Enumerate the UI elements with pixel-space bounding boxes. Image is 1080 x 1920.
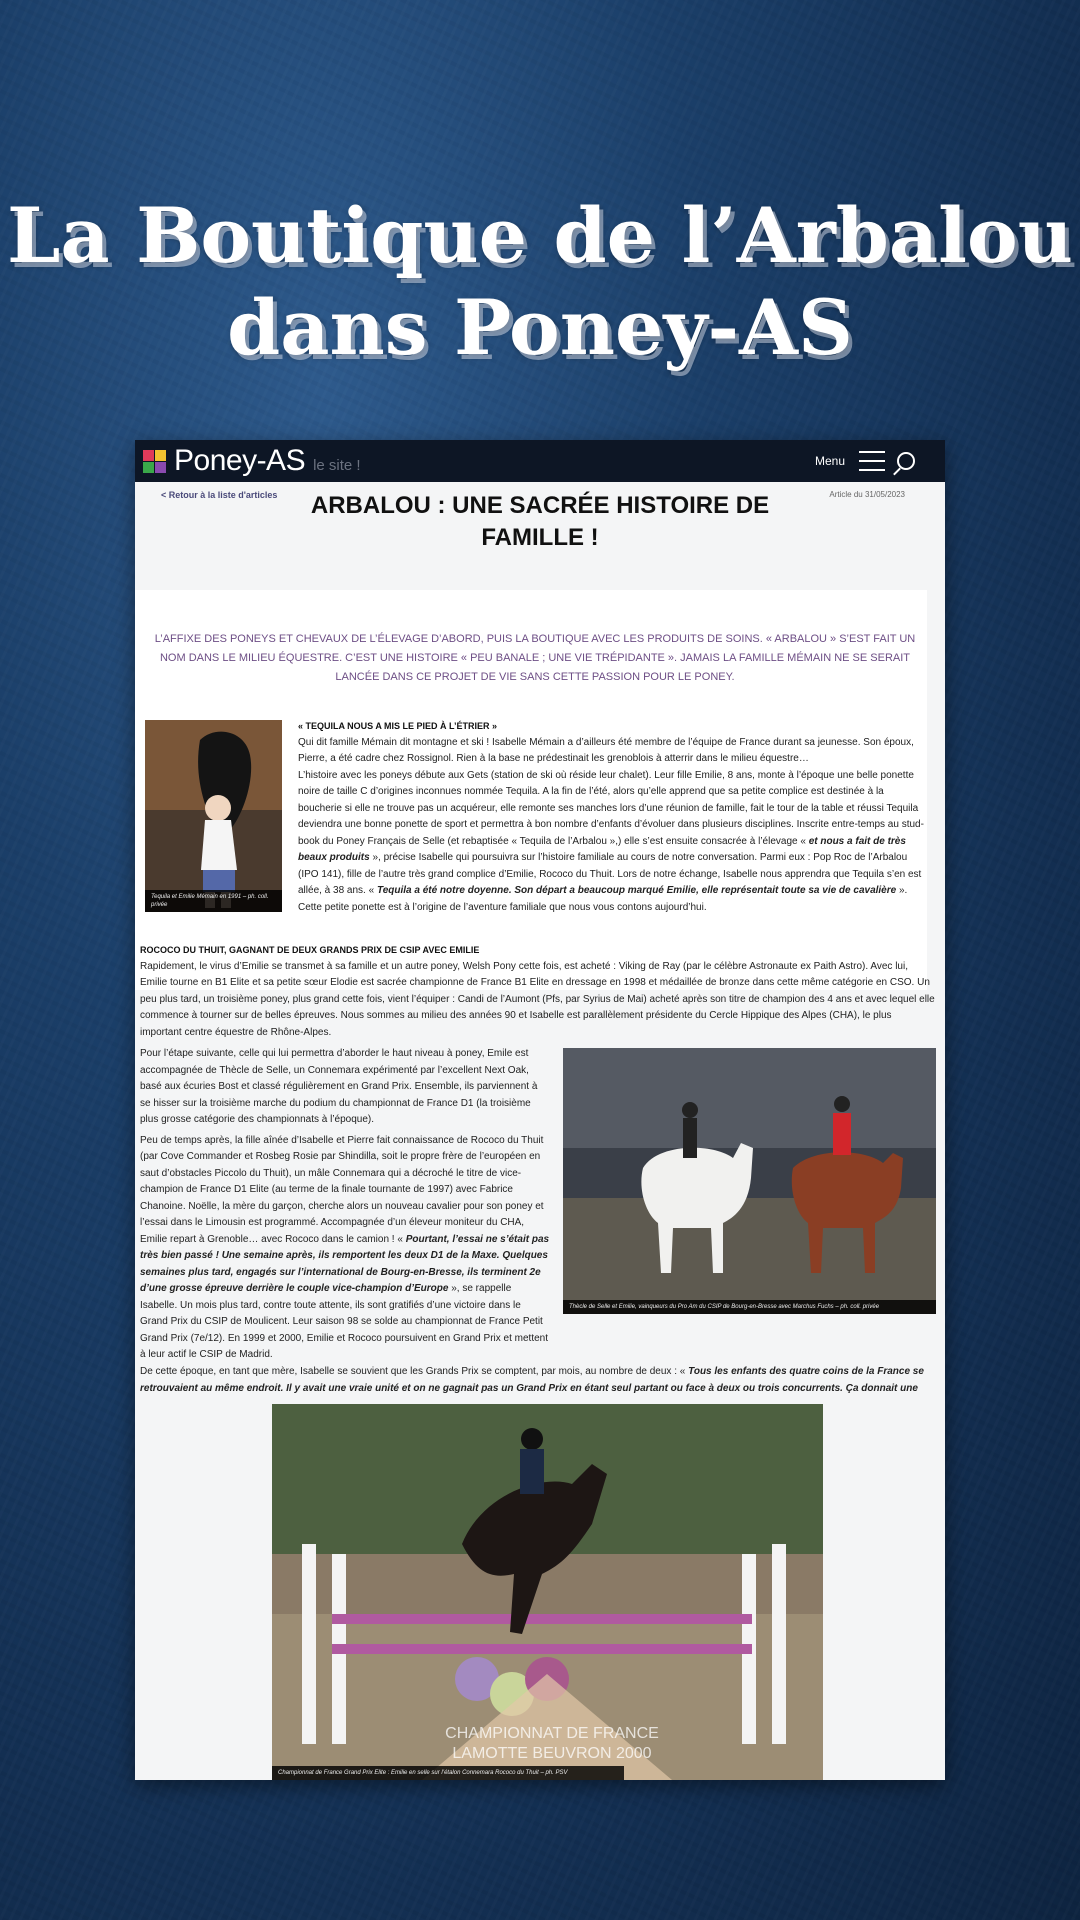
search-icon[interactable] [897,452,915,470]
photo1-caption: Tequila et Emilie Mémain en 1991 – ph. coll. privée [145,890,282,912]
back-to-list-link[interactable]: < Retour à la liste d'articles [161,490,278,500]
photo3-caption: Championnat de France Grand Prix Elite : Emilie en selle sur l’étalon Connemara Rococo du Thuit – ph. PSV [272,1766,624,1780]
section2-column [140,1046,550,1364]
photo-thecle-emilie [563,1048,936,1314]
site-logo[interactable]: Poney-AS [174,444,306,477]
hero-title-line2: dans Poney-AS [227,283,853,372]
article-title: ARBALOU : UNE SACRÉE HISTOIRE DE FAMILLE ! [310,492,770,551]
section1-paragraph2: L’histoire avec les poneys débute aux Gets (station de ski où réside leur chalet). Leur fille Emilie, 8 ans, monte à l’époque une belle ponette noire de taille C d’origines inconnues nommée Tequila. A la fin de l’été, alors qu’elle apprend que sa petite complice est destinée à la boucherie si elle ne trouve pas un acquéreur, elle remonte ses manches lors d’une réunion de famille, fait le tour de la table et réussi Tequila deviendra une bonne ponette de sport et permettra à bon nombre d’enfants d’évoluer dans plusieurs disciplines. Inscrite entre-temps au stud-book du Poney Français de Selle (et rebaptisée « Tequila de l’Arbalou »,) elle s’est ensuite consacrée à l’élevage « et nous a fait de très beaux produits », précise Isabelle qui poursuivra sur l’histoire familiale au cours de notre conversation. Parmi eux : Pop Roc de l’Arbalou (IPO 141), fille de l’autre très grand complice d’Emilie, Rococo du Thuit. Lors de notre échange, Isabelle nous apprendra que Tequila s’en est allée, à 38 ans. « Tequila a été notre doyenne. Son départ a beaucoup marqué Emilie, elle représentait toute sa vie de cavalière ». Cette petite ponette est à l’origine de l’aventure familiale que nous vous contons aujourd’hui. [298,769,924,913]
menu-label[interactable]: Menu [814,454,845,468]
hamburger-menu-icon[interactable] [859,451,885,471]
photo3-banner: CHAMPIONNAT DE FRANCE LAMOTTE BEUVRON 2000 [445,1725,659,1762]
section2-intro [140,942,935,1041]
article-date: Article du 31/05/2023 [829,490,905,499]
section1-heading: « TEQUILA NOUS A MIS LE PIED À L’ÉTRIER » [298,721,498,731]
section1 [298,718,928,916]
hero-title-line1: La Boutique de l’Arbalou [6,191,1073,280]
section2-paragraph2: Pour l’étape suivante, celle qui lui permettra d’aborder le haut niveau à poney, Emile est accompagnée de Thècle de Selle, un Connemara expérimenté par l’excellent Next Oak, basé aux écuries Bost et classé régulièrement en Grand Prix. Ensemble, ils parviennent à se hisser sur la troisième marche du podium du championnat de France D1 (la troisième plus grosse catégorie des championnats à l’époque). [140,1048,538,1125]
section2-paragraph4: De cette époque, en tant que mère, Isabelle se souvient que les Grands Prix se comptent, par mois, au nombre de deux : « Tous les enfants des quatre coins de la France se retrouvaient au même endroit. Il y avait une vraie unité et on ne gagnait pas un Grand Prix en étant seul partant ou face à deux ou trois concurrents. Ça donnait une [140,1366,924,1394]
section2-paragraph3: Peu de temps après, la fille aînée d’Isabelle et Pierre fait connaissance de Rococo du Thuit (par Cove Commander et Rosbeg Rosie par Shindilla, soit le propre frère de l’européen en saut d’obstacles Piccolo du Thuit), un mâle Connemara qui a décroché le titre de vice-champion de France D1 Elite (au terme de la finale tournante de 1997) avec Fabrice Chanoine. Noëlle, la mère du garçon, cherche alors un nouveau cavalier pour son poney et l’essai dans le Limousin est programmé. Accompagnée d’un éleveur moniteur du CHA, Emilie repart à Grenoble… avec Rococo dans le camion ! « Pourtant, l’essai ne s’était pas très bien passé ! Une semaine après, ils remportent les deux D1 de la Maxe. Quelques semaines plus tard, engagés sur l’international de Bourg-en-Bresse, ils terminent 2e d’une grosse épreuve derrière le couple vice-champion d’Europe », se rappelle Isabelle. Un mois plus tard, contre toute attente, ils sont gratifiés d’une victoire dans le Grand Prix du CSIP de Moulicent. Leur saison 98 se solde au championnat de France Petit Grand Prix (7e/12). En 1999 et 2000, Emilie et Rococo poursuivent en Grand Prix et mettent à leur actif le CSIP de Madrid. [140,1134,550,1360]
article-lead: L’AFFIXE DES PONEYS ET CHEVAUX DE L’ÉLEVAGE D’ABORD, PUIS LA BOUTIQUE AVEC LES PRODUITS DE SOINS. « ARBALOU » S’EST FAIT UN NOM DANS LE MILIEU ÉQUESTRE. C’EST UNE HISTOIRE « PEU BANALE ; UNE VIE TRÉPIDANTE ». JAMAIS LA FAMILLE MÉMAIN NE SE SERAIT LANCÉE DANS CE PROJET DE VIE SANS CETTE PASSION POUR LE PONEY. [154,633,916,683]
section2-heading: ROCOCO DU THUIT, GAGNANT DE DEUX GRANDS PRIX DE CSIP AVEC EMILIE [140,945,480,955]
section2-paragraph1: Rapidement, le virus d’Emilie se transmet à sa famille et un autre poney, Welsh Pony cette fois, est acheté : Viking de Ray (par le célèbre Astronaute ex Paith Astro). Avec lui, Emilie tourne en B1 Elite et sa petite sœur Elodie est sacrée championne de France B1 Elite en dressage en 1998 et médaillée de bronze dans cette même catégorie en CSO. Un peu plus tard, un troisième poney, plus grand cette fois, vient l’équiper : Candi de l’Aumont (Pfs, par Syrius de Mai) acheté après son titre de champion des 4 ans et avec lequel elle commence à tourner sur de belles épreuves. Nous sommes au milieu des années 90 et Isabelle est parallèlement présidente du Cercle Hippique des Alpes (CHA), le plus important centre équestre de Rhône-Alpes. [140,960,935,1038]
hero-title [0,190,1080,374]
photo2-caption: Thècle de Selle et Emilie, vainqueurs du Pro Am du CSIP de Bourg-en-Bresse avec Marchus Fuchs – ph. coll. privée [563,1300,936,1314]
photo-championnat [272,1404,823,1780]
logo-icon[interactable] [143,450,166,473]
site-navbar [135,440,945,482]
photo-tequila-emilie [145,720,282,912]
section1-paragraph1: Qui dit famille Mémain dit montagne et ski ! Isabelle Mémain a d’ailleurs été membre de l’équipe de France durant sa jeunesse. Son époux, Pierre, a été cadre chez Rossignol. Rien à la base ne prédestinait les grenoblois à atterrir dans le milieu équestre… [298,736,914,764]
article-screenshot [135,440,945,1780]
site-tagline: le site ! [313,456,361,474]
